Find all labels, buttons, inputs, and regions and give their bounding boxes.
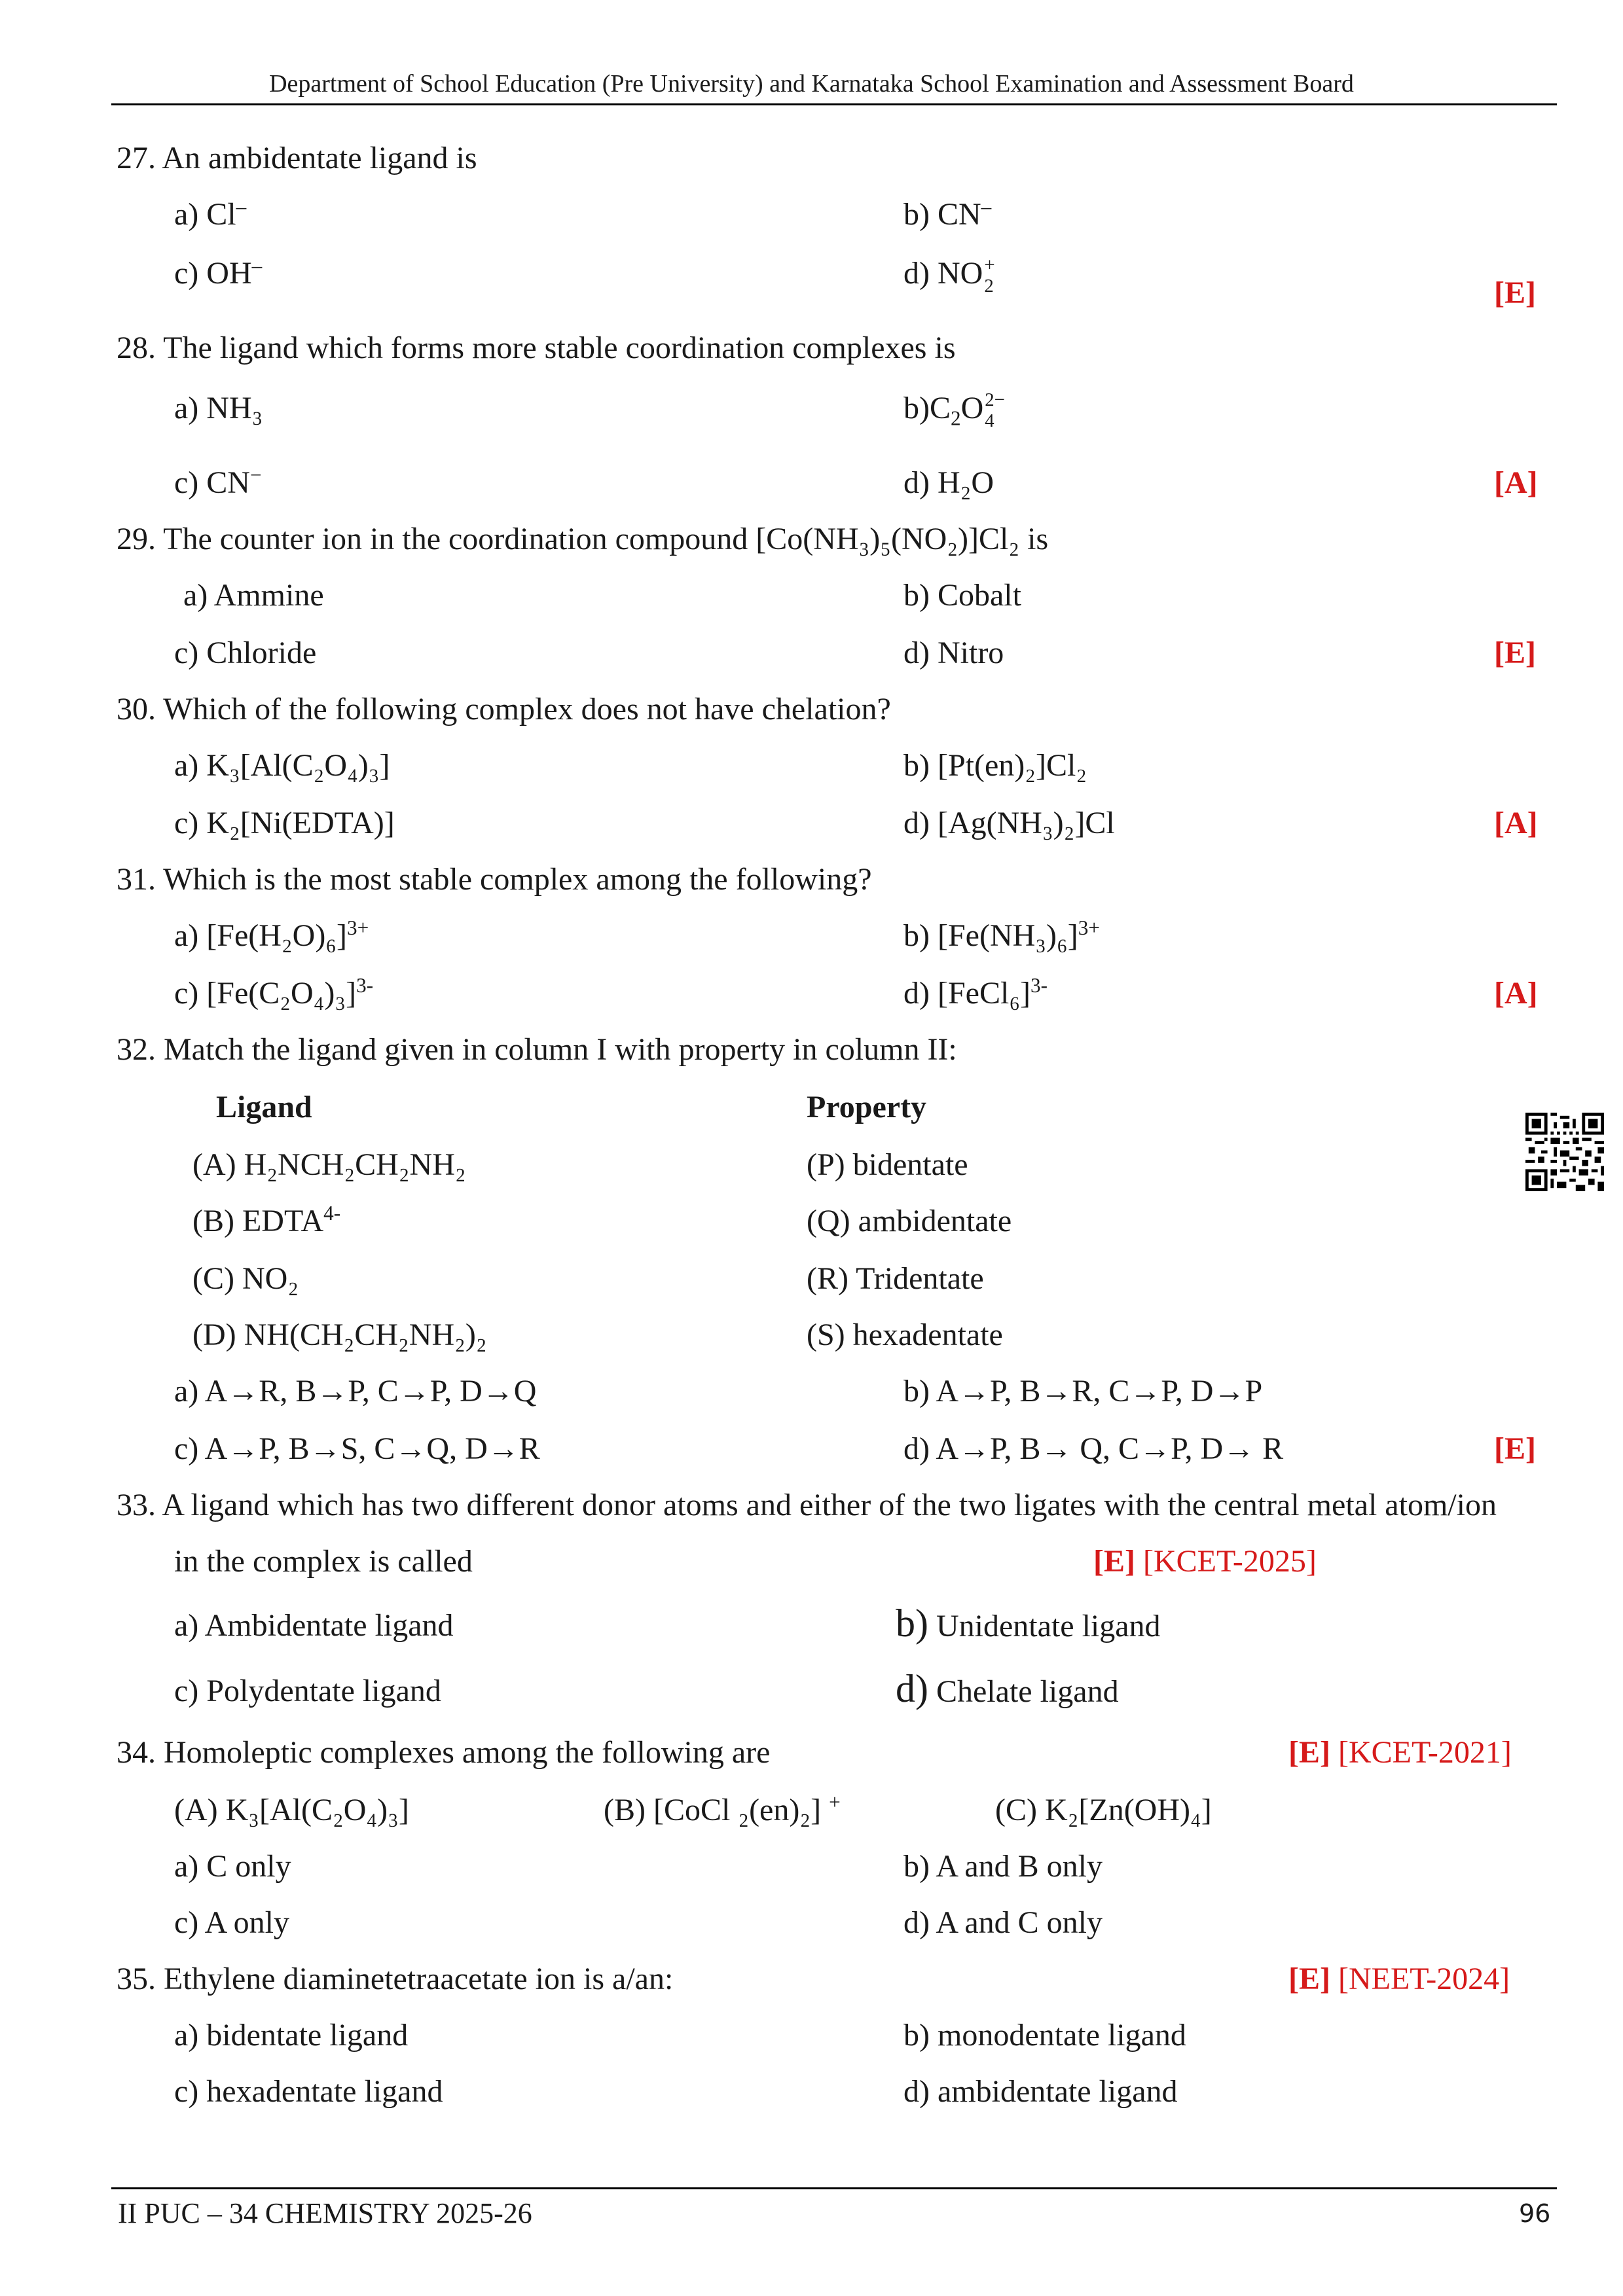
- q35-option-a: a) bidentate ligand: [174, 2018, 409, 2053]
- q34-option-a: a) C only: [174, 1849, 291, 1884]
- q30-answer-tag: [A]: [1494, 806, 1538, 840]
- q33-stem-line2: in the complex is called: [174, 1544, 473, 1579]
- q32-property-q: (Q) ambidentate: [807, 1204, 1012, 1238]
- q28-answer-tag: [A]: [1494, 465, 1538, 500]
- q31-option-d: d) [FeCl₆]$^{3-}$: [903, 974, 1048, 1011]
- q31-answer-tag: [A]: [1494, 976, 1538, 1011]
- q33-stem-line1: 33. A ligand which has two different donor atoms and either of the two ligates with the central metal atom/ion: [117, 1488, 1497, 1522]
- q27-option-a: a) Cl–: [174, 195, 247, 232]
- q28-option-d: d) H₂O: [903, 465, 994, 500]
- q28-stem: 28. The ligand which forms more stable coordination complexes is: [117, 331, 956, 365]
- q32-ligand-c: (C) NO₂: [192, 1261, 299, 1296]
- q33-source: [E] [KCET-2025]: [1093, 1544, 1317, 1579]
- q33-option-d: d) Chelate ligand: [896, 1667, 1119, 1710]
- q33-option-b: b) Unidentate ligand: [896, 1602, 1161, 1645]
- q29-stem: 29. The counter ion in the coordination compound [Co(NH₃)₅(NO₂)]Cl₂ is: [117, 522, 1049, 556]
- q32-col1-heading: Ligand: [216, 1090, 312, 1124]
- q32-ligand-d: (D) NH(CH₂CH₂NH₂)₂: [192, 1318, 487, 1352]
- q29-option-a: a) Ammine: [183, 578, 324, 613]
- page-number: 96: [1519, 2199, 1551, 2228]
- q34-source: [E] [KCET-2021]: [1288, 1735, 1512, 1770]
- q35-option-d: d) ambidentate ligand: [903, 2074, 1178, 2109]
- q32-option-c: c) A→P, B→S, C→Q, D→R: [174, 1431, 540, 1466]
- q27-option-b: b) CN–: [903, 195, 992, 232]
- q32-option-b: b) A→P, B→R, C→P, D→P: [903, 1374, 1263, 1408]
- footer-course: II PUC – 34 CHEMISTRY 2025-26: [118, 2197, 532, 2229]
- q34-option-c: c) A only: [174, 1905, 289, 1940]
- q27-stem: 27. An ambidentate ligand is: [117, 141, 477, 175]
- header-rule: [111, 103, 1557, 105]
- q27-option-d: d) NO + 2: [903, 255, 995, 296]
- q35-stem: 35. Ethylene diaminetetraacetate ion is a/an:: [117, 1962, 674, 1996]
- q31-stem: 31. Which is the most stable complex among the following?: [117, 862, 872, 897]
- q32-stem: 32. Match the ligand given in column I with property in column II:: [117, 1032, 957, 1067]
- q28-option-c: c) CN−: [174, 463, 262, 500]
- q32-answer-tag: [E]: [1494, 1431, 1536, 1466]
- q30-option-b: b) [Pt(en)₂]Cl₂: [903, 748, 1087, 783]
- q34-option-b: b) A and B only: [903, 1849, 1103, 1884]
- q29-option-b: b) Cobalt: [903, 578, 1021, 613]
- q34-option-d: d) A and C only: [903, 1905, 1103, 1940]
- q27-answer-tag: [E]: [1494, 276, 1536, 310]
- q28-option-b: $b)C_2O$ 2− 4: [903, 389, 1005, 431]
- q32-property-p: (P) bidentate: [807, 1147, 968, 1182]
- q30-option-a: a) K₃[Al(C₂O₄)₃]: [174, 748, 390, 783]
- q34-compound-c: (C) K₂[Zn(OH)₄]: [995, 1793, 1212, 1827]
- q32-ligand-b: (B) $EDTA^{4-}$: [192, 1202, 341, 1238]
- q31-option-c: c) $[Fe(C_2O_4)_3]^{3-}$: [174, 974, 374, 1011]
- q32-ligand-a: (A) H₂NCH₂CH₂NH₂: [192, 1147, 466, 1182]
- q35-option-c: c) hexadentate ligand: [174, 2074, 443, 2109]
- q31-option-a: a) $[Fe(H_2O)_6]^{3+}$: [174, 916, 369, 953]
- q30-option-c: c) K₂[Ni(EDTA)]: [174, 806, 395, 840]
- q32-option-d: d) A→P, B→ Q, C→P, D→ R: [903, 1431, 1284, 1466]
- q34-compound-a: (A) K₃[Al(C₂O₄)₃]: [174, 1793, 409, 1827]
- q34-compound-b: (B) [CoCl ₂(en)₂] +: [604, 1791, 841, 1827]
- q35-option-b: b) monodentate ligand: [903, 2018, 1186, 2053]
- q33-option-c: c) Polydentate ligand: [174, 1674, 441, 1708]
- q32-option-a: a) A→R, B→P, C→P, D→Q: [174, 1374, 537, 1408]
- page-header: Department of School Education (Pre University) and Karnataka School Examination and Assessment Board: [269, 70, 1354, 98]
- q30-stem: 30. Which of the following complex does not have chelation?: [117, 692, 891, 726]
- q28-option-a: a) NH₃: [174, 391, 263, 425]
- footer-rule: [111, 2187, 1557, 2189]
- qr-code-icon: [1525, 1113, 1604, 1191]
- q29-answer-tag: [E]: [1494, 636, 1536, 670]
- q32-col2-heading: Property: [807, 1090, 927, 1124]
- q29-option-c: c) Chloride: [174, 636, 317, 670]
- q35-source: [E] [NEET-2024]: [1288, 1962, 1510, 1996]
- q27-option-c: c) OH–: [174, 254, 263, 291]
- q33-option-a: a) Ambidentate ligand: [174, 1608, 454, 1643]
- q31-option-b: b) $[Fe(NH_3)_6]^{3+}$: [903, 916, 1100, 953]
- q32-property-s: (S) hexadentate: [807, 1318, 1003, 1352]
- q34-stem: 34. Homoleptic complexes among the following are: [117, 1735, 771, 1770]
- q29-option-d: d) Nitro: [903, 636, 1004, 670]
- q32-property-r: (R) Tridentate: [807, 1261, 984, 1296]
- q30-option-d: d) [Ag(NH₃)₂]Cl: [903, 806, 1115, 840]
